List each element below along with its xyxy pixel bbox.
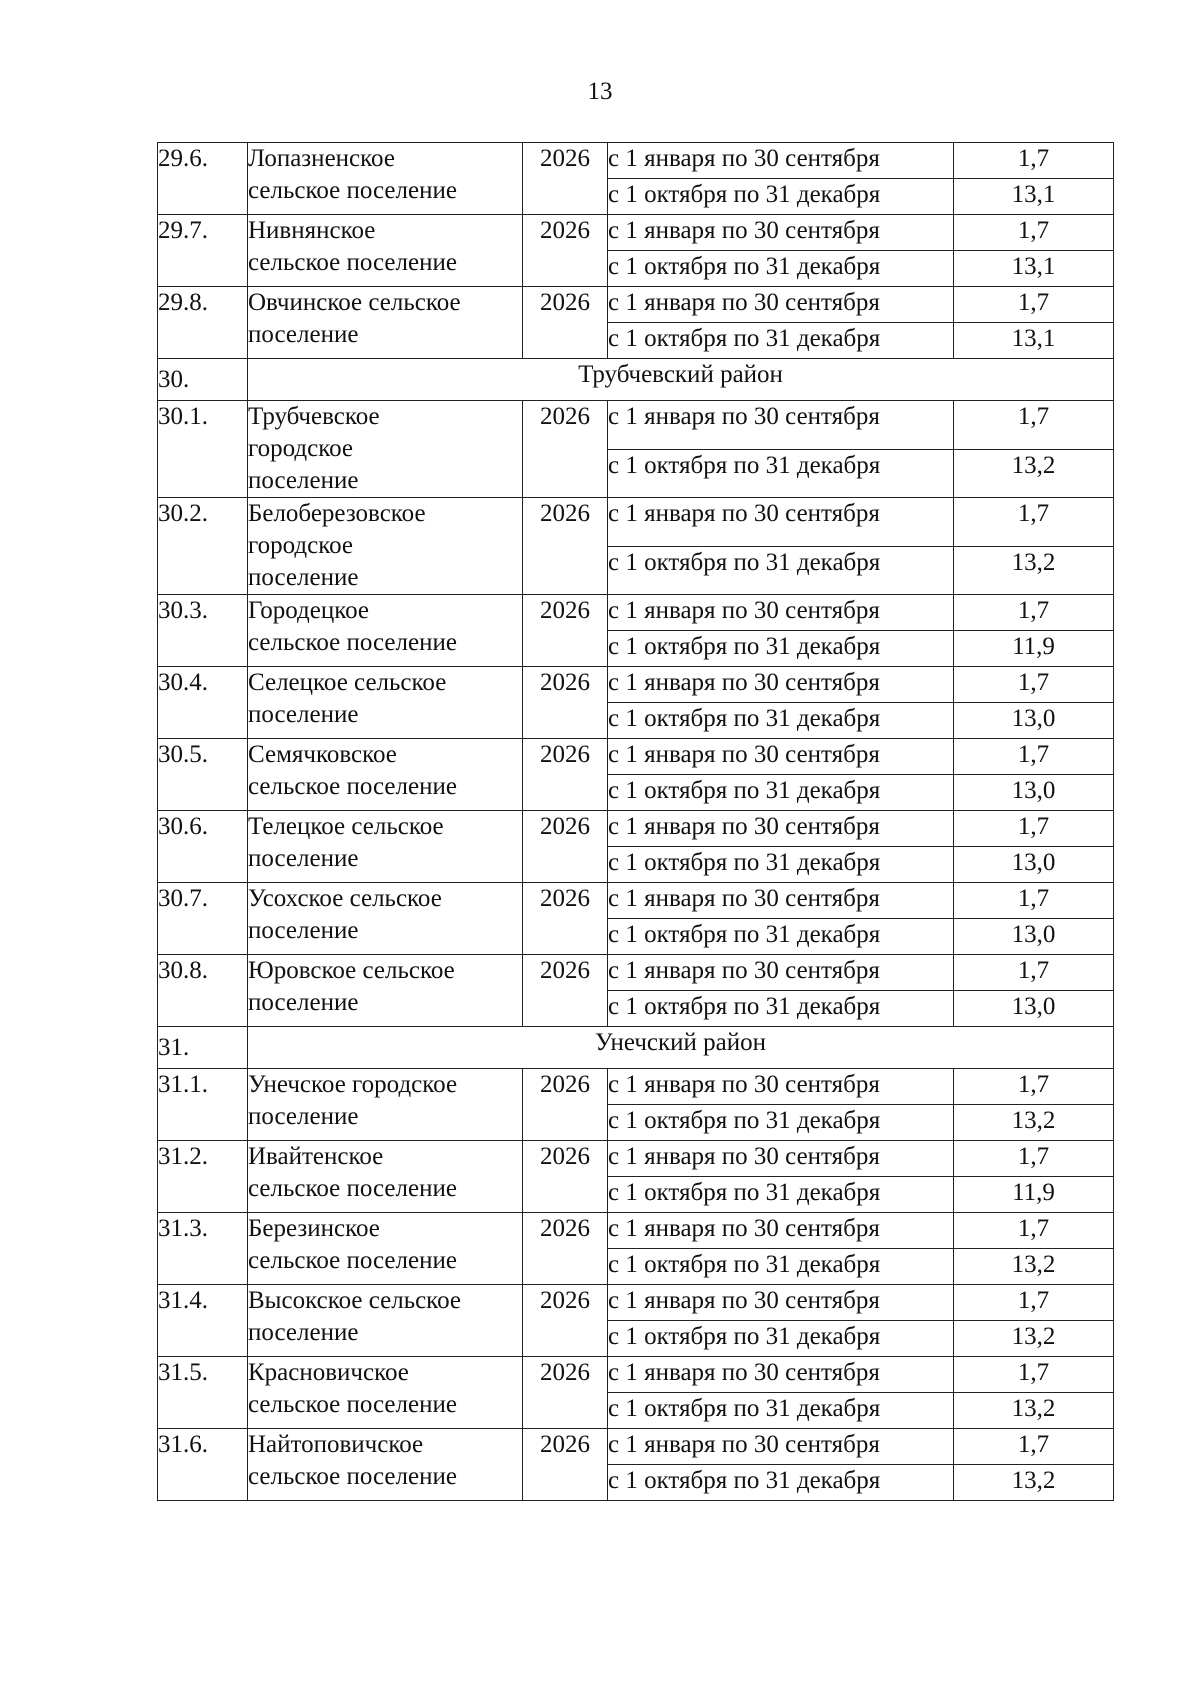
table-row (158, 811, 1114, 847)
settlement-name-line: Унечское городское (248, 1071, 458, 1098)
year-cell: 2026 (523, 1213, 608, 1285)
row-number: 31.1. (158, 1069, 248, 1141)
settlement-name (248, 143, 523, 215)
period-label: с 1 октября по 31 декабря (608, 449, 954, 498)
period-label: с 1 января по 30 сентября (608, 1357, 954, 1393)
year-cell: 2026 (523, 739, 608, 811)
tariff-table (157, 142, 1114, 1501)
period-label: с 1 октября по 31 декабря (608, 1105, 954, 1141)
settlement-name-line: поселение (248, 989, 359, 1016)
settlement-name-line: Телецкое сельское (248, 813, 444, 840)
settlement-name-line: Высокское сельское (248, 1287, 461, 1314)
period-label: с 1 января по 30 сентября (608, 401, 954, 450)
period-label: с 1 октября по 31 декабря (608, 1465, 954, 1501)
district-number: 31. (158, 1027, 248, 1069)
rate-value: 1,7 (954, 1429, 1114, 1465)
settlement-name-line: сельское поселение (248, 177, 457, 204)
rate-value: 13,1 (954, 179, 1114, 215)
settlement-name-line: Лопазненское (248, 145, 395, 172)
table-row (158, 287, 1114, 323)
rate-value: 1,7 (954, 595, 1114, 631)
settlement-name (248, 811, 523, 883)
rate-value: 13,0 (954, 847, 1114, 883)
rate-value: 1,7 (954, 1069, 1114, 1105)
settlement-name-line: сельское поселение (248, 1463, 457, 1490)
rate-value: 1,7 (954, 215, 1114, 251)
year-cell: 2026 (523, 811, 608, 883)
row-number: 30.1. (158, 401, 248, 498)
period-label: с 1 января по 30 сентября (608, 1285, 954, 1321)
period-label: с 1 января по 30 сентября (608, 739, 954, 775)
rate-value: 1,7 (954, 1213, 1114, 1249)
period-label: с 1 октября по 31 декабря (608, 775, 954, 811)
rate-value: 13,1 (954, 251, 1114, 287)
period-label: с 1 января по 30 сентября (608, 955, 954, 991)
settlement-name (248, 739, 523, 811)
period-label: с 1 января по 30 сентября (608, 1429, 954, 1465)
rate-value: 13,1 (954, 323, 1114, 359)
settlement-name-line: поселение (248, 845, 359, 872)
settlement-name-line: Юровское сельское (248, 957, 455, 984)
table-body (158, 143, 1114, 1501)
year-cell: 2026 (523, 1069, 608, 1141)
period-label: с 1 января по 30 сентября (608, 1213, 954, 1249)
settlement-name-line: поселение (248, 467, 359, 494)
period-label: с 1 октября по 31 декабря (608, 703, 954, 739)
settlement-name-line: городское (248, 532, 354, 559)
settlement-name-line: сельское поселение (248, 1175, 457, 1202)
table-row (158, 498, 1114, 547)
period-label: с 1 октября по 31 декабря (608, 1321, 954, 1357)
settlement-name-line: Найтоповичское (248, 1431, 424, 1458)
row-number: 31.4. (158, 1285, 248, 1357)
table-row (158, 215, 1114, 251)
period-label: с 1 октября по 31 декабря (608, 1177, 954, 1213)
table-row (158, 667, 1114, 703)
settlement-name (248, 287, 523, 359)
rate-value: 13,0 (954, 919, 1114, 955)
rate-value: 1,7 (954, 1141, 1114, 1177)
year-cell: 2026 (523, 287, 608, 359)
settlement-name-line: Белоберезовское (248, 500, 426, 527)
row-number: 30.3. (158, 595, 248, 667)
period-label: с 1 октября по 31 декабря (608, 991, 954, 1027)
year-cell: 2026 (523, 1141, 608, 1213)
year-cell: 2026 (523, 667, 608, 739)
settlement-name (248, 1357, 523, 1429)
settlement-name-line: Овчинское сельское (248, 289, 461, 316)
period-label: с 1 января по 30 сентября (608, 215, 954, 251)
period-label: с 1 октября по 31 декабря (608, 631, 954, 667)
row-number: 31.5. (158, 1357, 248, 1429)
year-cell: 2026 (523, 401, 608, 498)
period-label: с 1 октября по 31 декабря (608, 847, 954, 883)
rate-value: 1,7 (954, 955, 1114, 991)
rate-value: 1,7 (954, 667, 1114, 703)
rate-value: 1,7 (954, 739, 1114, 775)
row-number: 31.3. (158, 1213, 248, 1285)
settlement-name-line: поселение (248, 321, 359, 348)
table-row (158, 1069, 1114, 1105)
page-number: 13 (587, 78, 613, 105)
district-row (158, 1027, 1114, 1069)
rate-value: 13,2 (954, 546, 1114, 595)
rate-value: 13,0 (954, 991, 1114, 1027)
year-cell: 2026 (523, 1285, 608, 1357)
row-number: 30.5. (158, 739, 248, 811)
table-row (158, 883, 1114, 919)
settlement-name (248, 1213, 523, 1285)
settlement-name-line: сельское поселение (248, 249, 457, 276)
rate-value: 13,2 (954, 1321, 1114, 1357)
settlement-name-line: Усохское сельское (248, 885, 442, 912)
settlement-name (248, 1141, 523, 1213)
rate-value: 13,2 (954, 1465, 1114, 1501)
period-label: с 1 января по 30 сентября (608, 498, 954, 547)
year-cell: 2026 (523, 498, 608, 595)
rate-value: 1,7 (954, 1357, 1114, 1393)
settlement-name (248, 1069, 523, 1141)
rate-value: 1,7 (954, 498, 1114, 547)
settlement-name-line: сельское поселение (248, 1247, 457, 1274)
settlement-name (248, 1429, 523, 1501)
rate-value: 11,9 (954, 631, 1114, 667)
rate-value: 13,2 (954, 1393, 1114, 1429)
settlement-name (248, 667, 523, 739)
settlement-name (248, 955, 523, 1027)
table-row (158, 1141, 1114, 1177)
settlement-name-line: Березинское (248, 1215, 380, 1242)
settlement-name (248, 215, 523, 287)
district-row (158, 359, 1114, 401)
district-title: Унечский район (248, 1027, 1114, 1069)
year-cell: 2026 (523, 215, 608, 287)
period-label: с 1 октября по 31 декабря (608, 251, 954, 287)
period-label: с 1 октября по 31 декабря (608, 323, 954, 359)
row-number: 29.8. (158, 287, 248, 359)
year-cell: 2026 (523, 143, 608, 215)
period-label: с 1 января по 30 сентября (608, 667, 954, 703)
row-number: 30.6. (158, 811, 248, 883)
settlement-name-line: сельское поселение (248, 773, 457, 800)
period-label: с 1 октября по 31 декабря (608, 546, 954, 595)
settlement-name-line: сельское поселение (248, 1391, 457, 1418)
settlement-name-line: Трубчевское (248, 403, 380, 430)
settlement-name-line: поселение (248, 701, 359, 728)
row-number: 29.7. (158, 215, 248, 287)
rate-value: 1,7 (954, 401, 1114, 450)
row-number: 31.2. (158, 1141, 248, 1213)
table-row (158, 739, 1114, 775)
settlement-name (248, 883, 523, 955)
settlement-name-line: Семячковское (248, 741, 397, 768)
settlement-name-line: Городецкое (248, 597, 370, 624)
rate-value: 1,7 (954, 883, 1114, 919)
rate-value: 1,7 (954, 143, 1114, 179)
rate-value: 1,7 (954, 287, 1114, 323)
period-label: с 1 октября по 31 декабря (608, 1393, 954, 1429)
period-label: с 1 января по 30 сентября (608, 883, 954, 919)
year-cell: 2026 (523, 883, 608, 955)
row-number: 30.4. (158, 667, 248, 739)
year-cell: 2026 (523, 595, 608, 667)
rate-value: 11,9 (954, 1177, 1114, 1213)
period-label: с 1 октября по 31 декабря (608, 1249, 954, 1285)
table-row (158, 1357, 1114, 1393)
settlement-name (248, 498, 523, 595)
period-label: с 1 января по 30 сентября (608, 1069, 954, 1105)
rate-value: 13,0 (954, 775, 1114, 811)
row-number: 29.6. (158, 143, 248, 215)
settlement-name-line: Селецкое сельское (248, 669, 447, 696)
period-label: с 1 октября по 31 декабря (608, 919, 954, 955)
rate-value: 1,7 (954, 1285, 1114, 1321)
row-number: 30.8. (158, 955, 248, 1027)
table-row (158, 1285, 1114, 1321)
settlement-name-line: Ивайтенское (248, 1143, 384, 1170)
settlement-name (248, 401, 523, 498)
settlement-name-line: городское (248, 435, 354, 462)
rate-value: 13,0 (954, 703, 1114, 739)
settlement-name (248, 595, 523, 667)
rate-value: 13,2 (954, 1249, 1114, 1285)
district-title: Трубчевский район (248, 359, 1114, 401)
settlement-name-line: Красновичское (248, 1359, 409, 1386)
rate-value: 13,2 (954, 449, 1114, 498)
period-label: с 1 января по 30 сентября (608, 811, 954, 847)
year-cell: 2026 (523, 1357, 608, 1429)
period-label: с 1 октября по 31 декабря (608, 179, 954, 215)
rate-value: 13,2 (954, 1105, 1114, 1141)
settlement-name-line: Нивнянское (248, 217, 376, 244)
settlement-name-line: сельское поселение (248, 629, 457, 656)
row-number: 30.2. (158, 498, 248, 595)
settlement-name-line: поселение (248, 564, 359, 591)
settlement-name-line: поселение (248, 917, 359, 944)
table-row (158, 143, 1114, 179)
year-cell: 2026 (523, 955, 608, 1027)
table-row (158, 401, 1114, 450)
table-row (158, 955, 1114, 991)
row-number: 30.7. (158, 883, 248, 955)
table-row (158, 595, 1114, 631)
district-number: 30. (158, 359, 248, 401)
year-cell: 2026 (523, 1429, 608, 1501)
period-label: с 1 января по 30 сентября (608, 287, 954, 323)
rate-value: 1,7 (954, 811, 1114, 847)
period-label: с 1 января по 30 сентября (608, 1141, 954, 1177)
period-label: с 1 января по 30 сентября (608, 595, 954, 631)
table-row (158, 1213, 1114, 1249)
settlement-name-line: поселение (248, 1319, 359, 1346)
table-row (158, 1429, 1114, 1465)
settlement-name (248, 1285, 523, 1357)
period-label: с 1 января по 30 сентября (608, 143, 954, 179)
row-number: 31.6. (158, 1429, 248, 1501)
settlement-name-line: поселение (248, 1103, 359, 1130)
